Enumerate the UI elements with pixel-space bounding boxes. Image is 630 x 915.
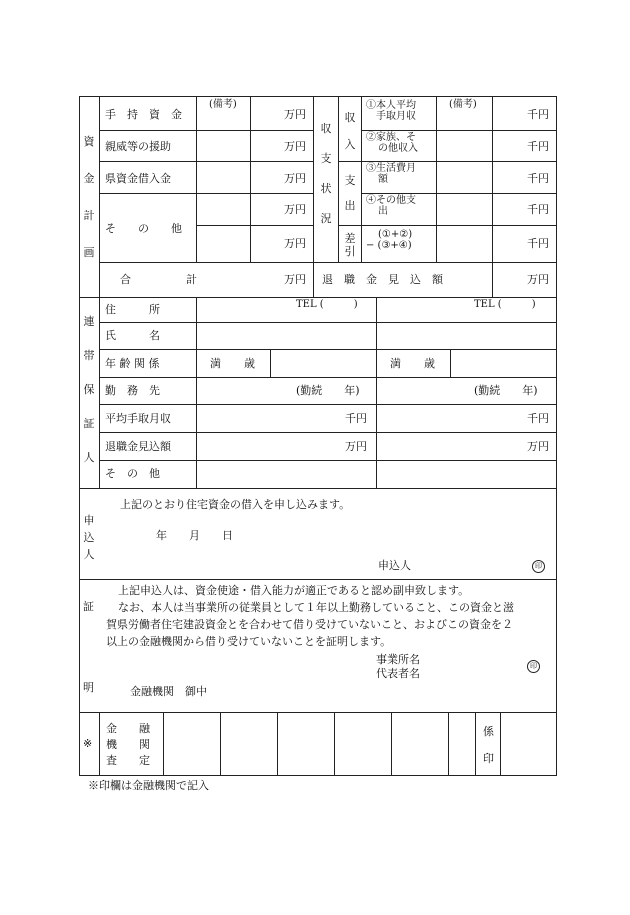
bank-addressee: 金融機関 御中 xyxy=(130,685,207,698)
section-divider xyxy=(79,579,557,580)
shushi-section-label: 収 支 状 況 xyxy=(320,122,332,225)
row-line xyxy=(361,130,557,131)
col-line xyxy=(277,712,278,776)
unit-senyen: 千円 xyxy=(345,412,367,425)
row-line xyxy=(99,322,557,323)
shoumei-line: 上記申込人は、資金使途・借入能力が適正であると認め副申致します。 xyxy=(118,584,470,597)
row-line xyxy=(361,193,557,194)
kome-mark: ※ xyxy=(83,737,93,750)
row-line xyxy=(338,225,557,226)
shikin-biko: (備考) xyxy=(209,99,237,110)
label-sonota: そ の 他 xyxy=(105,467,160,480)
shoumei-line: 以上の金融機関から借り受けていないことを証明します。 xyxy=(106,635,392,648)
shoumei-label-mei: 明 xyxy=(83,681,94,694)
item4: ④その他支 出 xyxy=(366,195,416,217)
tel-label: TEL ( ) xyxy=(296,299,358,310)
col-line xyxy=(270,349,271,377)
row-line xyxy=(338,161,557,162)
col-line xyxy=(391,712,392,776)
kakari-label: 係 xyxy=(483,725,494,738)
label-gokei: 合 計 xyxy=(120,273,197,286)
row-line xyxy=(313,262,557,263)
row-line xyxy=(99,130,313,131)
sai-label: 歳 xyxy=(424,357,435,370)
unit-manyen: 万円 xyxy=(345,440,367,453)
col-line xyxy=(196,297,197,489)
shutsu-label: 支 出 xyxy=(344,174,356,212)
section-divider xyxy=(79,488,557,489)
section-divider xyxy=(79,297,557,298)
man-label: 満 xyxy=(210,357,221,370)
unit-manyen: 万円 xyxy=(284,140,306,153)
kinzoku-label: (勤続 年) xyxy=(474,384,538,397)
row-line xyxy=(99,161,313,162)
moushikomi-section-label: 申 込 人 xyxy=(83,514,95,561)
col-line xyxy=(450,349,451,377)
unit-manyen: 万円 xyxy=(527,273,549,286)
row-line xyxy=(99,404,557,405)
representative-label: 代表者名 xyxy=(376,667,420,680)
row-line xyxy=(99,377,557,378)
col-line xyxy=(338,96,339,263)
man-label: 満 xyxy=(390,357,401,370)
col-line xyxy=(196,96,197,263)
col-line xyxy=(99,96,100,489)
applicant-label: 申込人 xyxy=(378,559,411,572)
label-shimei: 氏 名 xyxy=(105,329,160,342)
col-line xyxy=(313,96,314,297)
row-line xyxy=(99,193,313,194)
seal-icon: 印 xyxy=(532,560,545,573)
item3: ③生活費月 額 xyxy=(366,163,416,185)
unit-manyen: 万円 xyxy=(527,440,549,453)
tel-label: TEL ( ) xyxy=(474,299,536,310)
label-shinseki: 親威等の援助 xyxy=(105,140,171,153)
sabiki-label: 差 引 xyxy=(344,232,356,258)
label-heikin: 平均手取月収 xyxy=(105,412,171,425)
unit-senyen: 千円 xyxy=(527,140,549,153)
footnote: ※印欄は金融機関で記入 xyxy=(88,779,209,792)
unit-manyen: 万円 xyxy=(284,273,306,286)
label-nenrei: 年 齢 関 係 xyxy=(105,357,160,370)
office-name-label: 事業所名 xyxy=(376,653,420,666)
label-taishokukin: 退職金見込額 xyxy=(105,440,171,453)
col-line xyxy=(334,712,335,776)
col-line xyxy=(220,712,221,776)
unit-manyen: 万円 xyxy=(284,203,306,216)
shoumei-line: なお、本人は当事業所の従業員として１年以上勤務していること、この資金と滋 xyxy=(118,601,514,614)
kinyuu-label: 金 融 xyxy=(106,722,150,735)
col-line xyxy=(500,712,501,776)
unit-manyen: 万円 xyxy=(284,108,306,121)
row-line xyxy=(99,432,557,433)
unit-senyen: 千円 xyxy=(527,203,549,216)
row-line xyxy=(99,460,557,461)
moushikomi-text: 上記のとおり住宅資金の借入を申し込みます。 xyxy=(120,498,351,511)
unit-senyen: 千円 xyxy=(527,237,549,250)
in-label: 印 xyxy=(483,752,494,765)
col-line xyxy=(436,96,437,263)
col-line xyxy=(163,712,164,776)
label-taishoku: 退 職 金 見 込 額 xyxy=(322,273,443,286)
row-line xyxy=(196,225,313,226)
shikin-section-label: 資 金 計 画 xyxy=(83,135,95,259)
shoumei-label-sho: 証 xyxy=(83,600,94,613)
sabiki-formula: (①+②) − (③+④) xyxy=(366,229,413,251)
unit-senyen: 千円 xyxy=(527,172,549,185)
col-line xyxy=(376,297,377,489)
rentai-section-label: 連 帯 保 証 人 xyxy=(83,315,95,464)
kikan-label: 機 関 xyxy=(106,738,150,751)
unit-senyen: 千円 xyxy=(527,412,549,425)
col-line xyxy=(250,96,251,263)
label-kenshikin: 県資金借入金 xyxy=(105,172,171,185)
unit-manyen: 万円 xyxy=(284,237,306,250)
item1: ①本人平均 手取月収 xyxy=(366,100,416,122)
col-line xyxy=(448,712,449,776)
item2: ②家族、そ の他収入 xyxy=(366,132,418,154)
label-temochi: 手 持 資 金 xyxy=(105,108,182,121)
satei-label: 査 定 xyxy=(106,754,150,767)
col-line xyxy=(361,96,362,263)
row-line xyxy=(99,262,313,263)
row-line xyxy=(99,349,557,350)
shushi-biko: (備考) xyxy=(449,99,477,110)
col-line xyxy=(492,96,493,297)
unit-manyen: 万円 xyxy=(284,172,306,185)
seal-icon: 印 xyxy=(527,660,540,673)
col-line xyxy=(99,712,100,776)
nyu-label: 収 入 xyxy=(344,111,356,151)
kinzoku-label: (勤続 年) xyxy=(296,384,360,397)
shoumei-line: 賀県労働者住宅建設資金とを合わせて借り受けていないこと、およびこの資金を２ xyxy=(106,618,513,631)
section-divider xyxy=(79,712,557,713)
date-label: 年 月 日 xyxy=(156,529,233,542)
col-line xyxy=(475,712,476,776)
sai-label: 歳 xyxy=(244,357,255,370)
label-jusho: 住 所 xyxy=(105,303,160,316)
unit-senyen: 千円 xyxy=(527,108,549,121)
label-kinmusaki: 勤 務 先 xyxy=(105,384,160,397)
label-sonota: そ の 他 xyxy=(105,222,182,235)
